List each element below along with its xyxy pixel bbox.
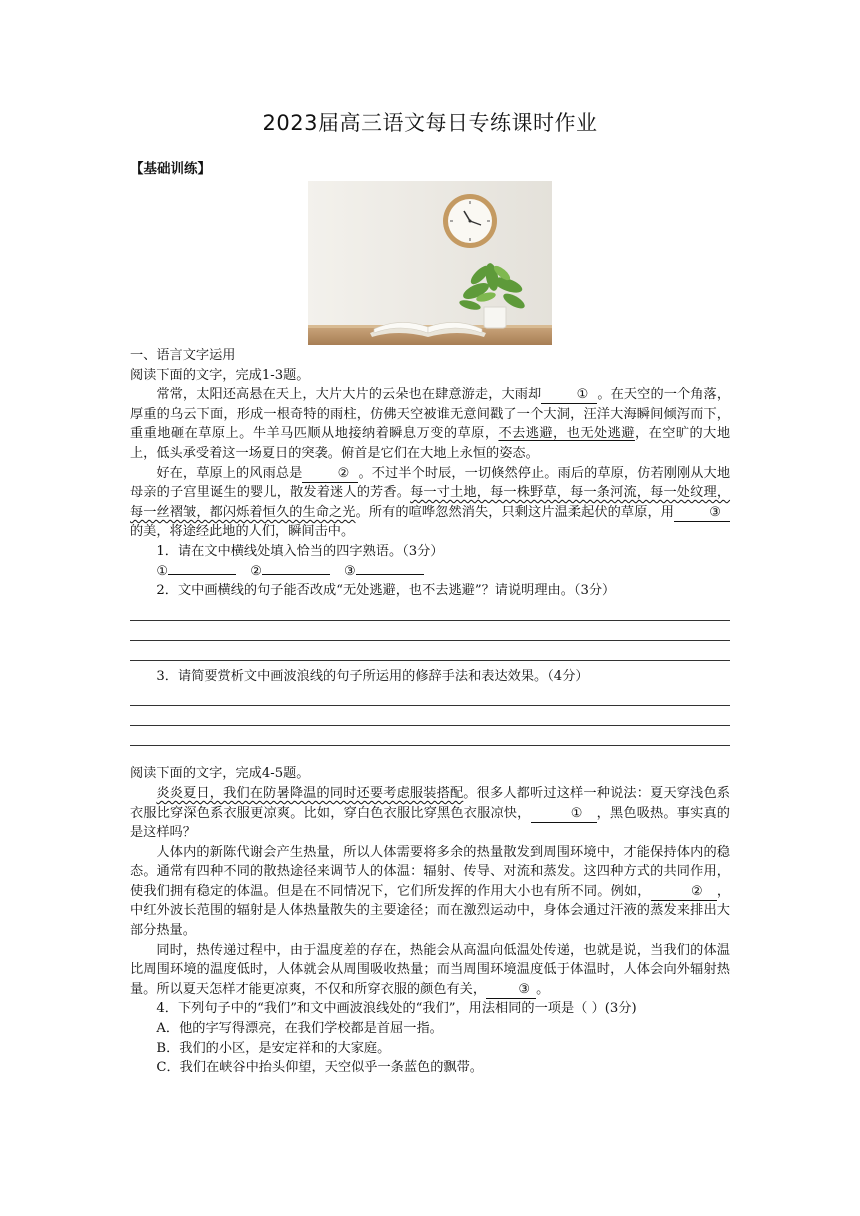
spacer (130, 746, 730, 764)
wavy-underlined-sentence: 炎炎夏日，我们在防暑降温的同时还要考虑服装搭配 (156, 785, 464, 801)
text-run: 。所有的喧哗忽然消失，只剩这片温柔起伏的草原，用 (355, 504, 674, 520)
fill-blank-1[interactable]: ① (531, 806, 597, 823)
passage2-instruction: 阅读下面的文字，完成4-5题。 (130, 766, 310, 782)
text-run: 。很多人都听过这样一种说法：夏天穿浅色系衣服比穿深色系衣服更凉爽。比如，穿白色衣服比穿黑色衣服凉快， (130, 785, 731, 821)
answer-blank-2[interactable] (262, 574, 330, 575)
text-run: 的美，将途经此地的人们，瞬间击中。 (130, 524, 355, 540)
underlined-sentence: 不去逃避，也无处逃避 (498, 426, 635, 442)
wavy-underlined-sentence: 每一寸土地，每一株野草，每一条河流，每一处纹理，每一丝褶皱，都闪烁着恒久的生命之光 (130, 485, 731, 520)
option-a[interactable]: A．他的字写得漂亮，在我们学校都是首屈一指。 (156, 1021, 443, 1037)
document-title: 2023届高三语文每日专练课时作业 (262, 111, 598, 135)
text-run: 常常，太阳还高悬在天上，大片大片的云朵也在肆意游走，大雨却 (156, 387, 542, 403)
fill-blank-1[interactable]: ① (541, 387, 597, 404)
answer-blank-3[interactable] (356, 574, 424, 575)
answer-line[interactable] (130, 641, 730, 661)
answer-line[interactable] (130, 621, 730, 641)
fill-blank-2[interactable]: ② (302, 466, 358, 483)
text-run: 。 (536, 981, 550, 997)
text-run: 。在天空的一个角落，厚重的乌云下面，形成一根奇特的雨柱，仿佛天空被谁无意间戳了一个大洞，汪洋大海瞬间倾泻而下，重重地砸在草原上。牛羊马匹顺从地接纳着瞬息万变的草原， (130, 387, 731, 442)
text-run: ，在空旷的大地上，低头承受着这一场夏日的突袭。俯首是它们在大地上永恒的姿态。 (130, 426, 731, 461)
fill-blank-3[interactable]: ③ (486, 982, 536, 999)
text-run: 同时，热传递过程中，由于温度差的存在，热能会从高温向低温处传递，也就是说，当我们的体温比周围环境的温度低时，人体就会从周围吸收热量；而当周围环境温度低于体温时，人体会向外辐射热量。所以夏天怎样才能更凉爽，不仅和所穿衣服的颜色有关， (130, 942, 730, 997)
question-4: 4．下列句子中的“我们”和文中画波浪线处的“我们”，用法相同的一项是（ ）(3分) (156, 1001, 637, 1017)
passage2-paragraph1 (130, 784, 730, 843)
passage1-paragraph1 (130, 385, 730, 463)
illustration-clock-plant-book (308, 181, 552, 345)
answer-line[interactable] (130, 686, 730, 706)
passage1-instruction: 阅读下面的文字，完成1-3题。 (130, 367, 310, 383)
question-1-answer-row (130, 562, 730, 582)
question-1: 1．请在文中横线处填入恰当的四字熟语。（3分） (156, 543, 444, 559)
clock-icon (443, 194, 497, 248)
passage1-paragraph2 (130, 464, 730, 542)
text-run: ，中红外波长范围的辐射是人体热量散失的主要途径；而在激烈运动中，身体会通过汗液的蒸发来排出大部分热量。 (130, 883, 731, 939)
illustration-svg (308, 181, 552, 345)
answer-blank-1[interactable] (168, 574, 236, 575)
text-run: 。不过半个时辰，一切倏然停止。雨后的草原，仿若刚刚从大地母亲的子宫里诞生的婴儿，散发着迷人的芳香。 (130, 465, 731, 501)
part-heading: 一、语言文字运用 (130, 348, 236, 363)
main-content (130, 346, 730, 1078)
text-run: ，黑色吸热。事实真的是这样吗？ (130, 805, 730, 841)
answer-line[interactable] (130, 726, 730, 746)
answer-line[interactable] (130, 601, 730, 621)
answer-label-2: ② (250, 563, 263, 579)
answer-line[interactable] (130, 706, 730, 726)
option-c[interactable]: C．我们在峡谷中抬头仰望，天空似乎一条蓝色的飘带。 (156, 1060, 483, 1076)
passage2-paragraph3 (130, 941, 730, 1000)
option-b[interactable]: B．我们的小区，是安定祥和的大家庭。 (156, 1040, 391, 1056)
answer-label-1: ① (156, 563, 169, 579)
answer-label-3: ③ (344, 563, 356, 579)
text-run: 好在，草原上的风雨总是 (156, 465, 303, 481)
fill-blank-3[interactable]: ③ (674, 505, 730, 522)
section-tag: 【基础训练】 (130, 161, 211, 177)
question-3: 3．请简要赏析文中画波浪线的句子所运用的修辞手法和表达效果。（4分） (156, 668, 589, 684)
text-run: 人体内的新陈代谢会产生热量，所以人体需要将多余的热量散发到周围环境中，才能保持体内的稳态。通常有四种不同的散热途径来调节人的体温：辐射、传导、对流和蒸发。这四种方式的共同作用，使我们拥有稳定的体温。但是在不同情况下，它们所发挥的作用大小也有所不同。例如， (130, 844, 730, 899)
passage2-paragraph2 (130, 843, 730, 941)
fill-blank-2[interactable]: ② (651, 884, 717, 901)
question-2: 2．文中画横线的句子能否改成“无处逃避，也不去逃避”？请说明理由。（3分） (156, 583, 616, 599)
